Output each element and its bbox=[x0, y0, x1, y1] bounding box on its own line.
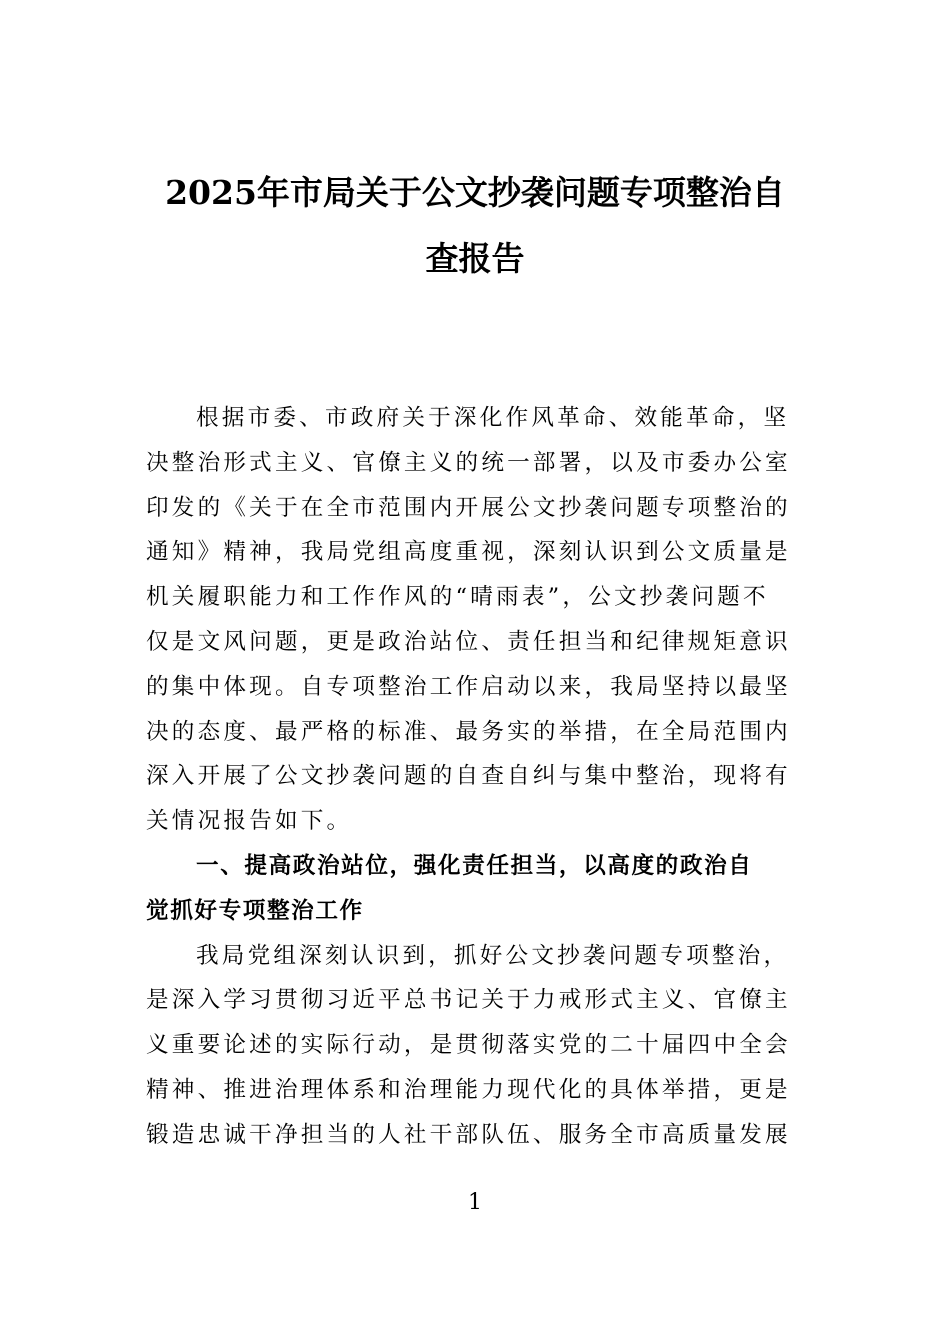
heading-line: 一、提高政治站位，强化责任担当，以高度的政治自 bbox=[196, 852, 753, 879]
text-line: 根据市委、市政府关于深化作风革命、效能革命，坚 bbox=[196, 405, 790, 431]
title-line-1: 2025年市局关于公文抄袭问题专项整治自 bbox=[165, 173, 785, 212]
text-line: 印发的《关于在全市范围内开展公文抄袭问题专项整治的 bbox=[146, 494, 791, 521]
section-heading-1 bbox=[146, 844, 806, 934]
text-line: 的集中体现。自专项整治工作启动以来，我局坚持以最坚 bbox=[146, 673, 791, 700]
text-line: 决的态度、最严格的标准、最务实的举措，在全局范围内 bbox=[146, 718, 791, 745]
document-body bbox=[146, 396, 806, 1158]
heading-line: 觉抓好专项整治工作 bbox=[146, 897, 364, 924]
text-line: 仅是文风问题，更是政治站位、责任担当和纪律规矩意识 bbox=[146, 628, 791, 655]
text-line: 机关履职能力和工作作风的“晴雨表”，公文抄袭问题不 bbox=[146, 584, 769, 611]
text-line: 通知》精神，我局党组高度重视，深刻认识到公文质量是 bbox=[146, 539, 791, 566]
text-line: 关情况报告如下。 bbox=[146, 808, 353, 835]
text-line: 深入开展了公文抄袭问题的自查自纠与集中整治，现将有 bbox=[146, 763, 791, 790]
text-line: 我局党组深刻认识到，抓好公文抄袭问题专项整治， bbox=[196, 942, 790, 969]
page-number: 1 bbox=[468, 1190, 482, 1215]
text-line: 决整治形式主义、官僚主义的统一部署，以及市委办公室 bbox=[146, 449, 791, 476]
text-line: 精神、推进治理体系和治理能力现代化的具体举措，更是 bbox=[146, 1076, 791, 1103]
paragraph-section-1 bbox=[146, 934, 806, 1158]
paragraph-intro bbox=[146, 396, 806, 844]
document-title bbox=[140, 160, 810, 292]
text-line: 锻造忠诚干净担当的人社干部队伍、服务全市高质量发展 bbox=[146, 1121, 791, 1148]
text-line: 义重要论述的实际行动，是贯彻落实党的二十届四中全会 bbox=[146, 1032, 791, 1059]
text-line: 是深入学习贯彻习近平总书记关于力戒形式主义、官僚主 bbox=[146, 987, 791, 1014]
title-line-2: 查报告 bbox=[425, 239, 525, 278]
